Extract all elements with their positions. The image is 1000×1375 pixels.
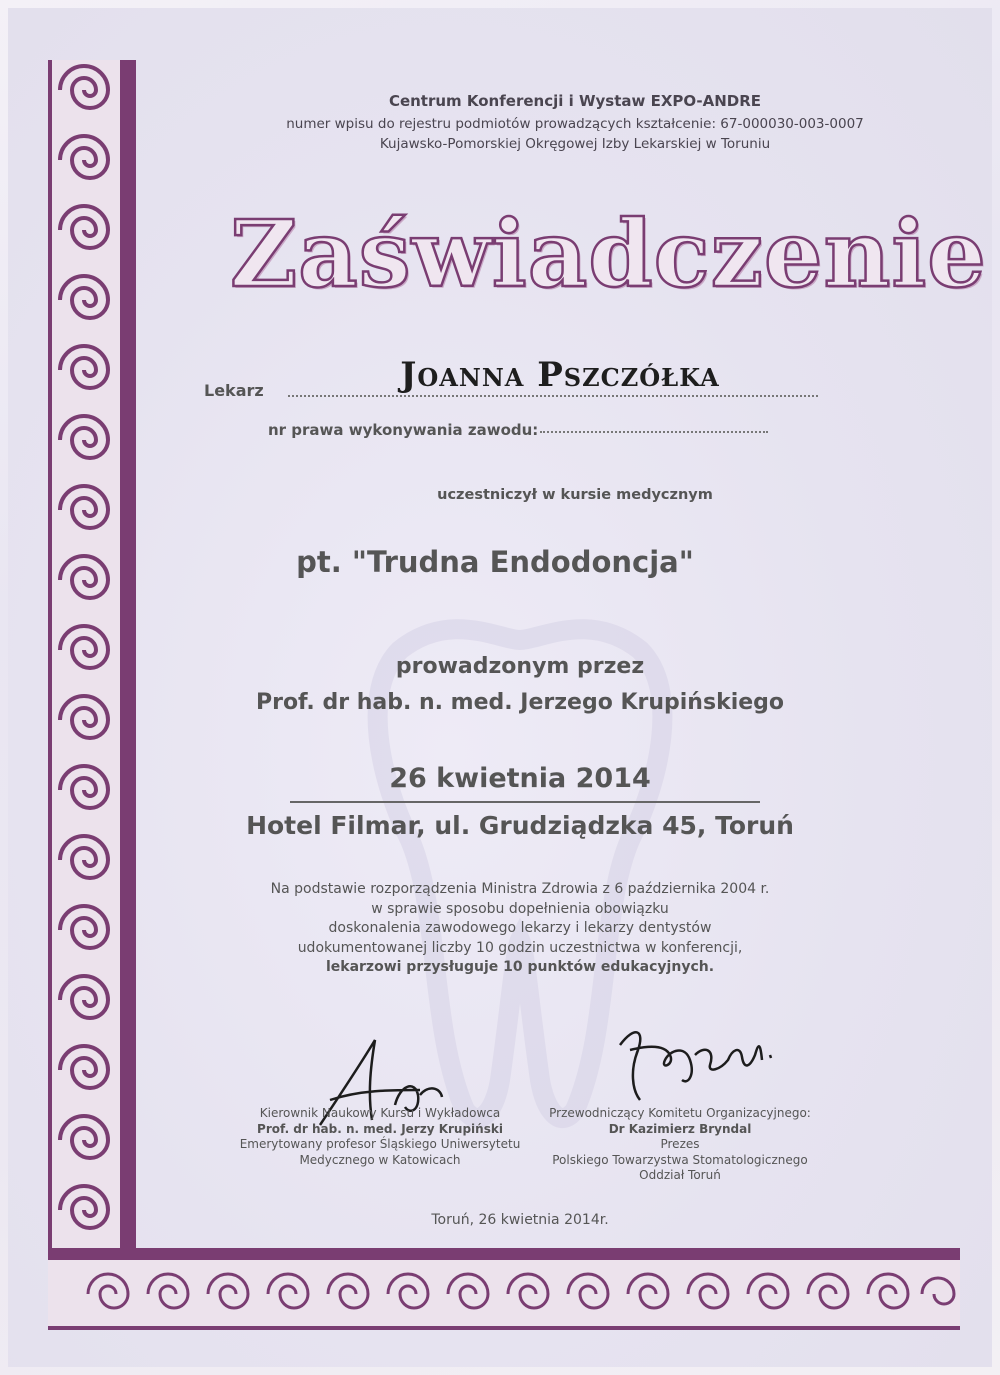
legal-line: doskonalenia zawodowego lekarzy i lekarzy dentystów xyxy=(328,920,712,936)
license-dotted-line xyxy=(540,431,768,433)
right-signatory-role: Przewodniczący Komitetu Organizacyjnego: xyxy=(549,1106,811,1120)
left-signatory-desc: Medycznego w Katowicach xyxy=(299,1152,461,1167)
right-signatory-desc: Polskiego Towarzystwa Stomatologicznego xyxy=(552,1152,808,1167)
course-name: pt. "Trudna Endodoncja" xyxy=(296,545,694,579)
right-signatory-name: Dr Kazimierz Bryndal xyxy=(608,1121,752,1136)
chamber-name: Kujawsko-Pomorskiej Okręgowej Izby Lekarskiej w Toruniu xyxy=(379,136,771,152)
left-ornamental-border xyxy=(48,60,136,1330)
right-signatory-desc: Oddział Toruń xyxy=(639,1168,721,1182)
registry-number: numer wpisu do rejestru podmiotów prowadzących kształcenie: 67-000030-003-0007 xyxy=(286,116,864,132)
organizer-name: Centrum Konferencji i Wystaw EXPO-ANDRE xyxy=(388,92,762,110)
name-dotted-line xyxy=(288,395,818,397)
legal-line: udokumentowanej liczby 10 godzin uczestnictwa w konferencji, xyxy=(297,939,743,956)
right-signature-block xyxy=(530,1106,830,1184)
legal-basis-paragraph xyxy=(200,880,840,978)
legal-line: w sprawie sposobu dopełnienia obowiązku xyxy=(371,900,669,917)
right-handwritten-signature xyxy=(610,1015,780,1105)
recipient-label: Lekarz xyxy=(204,381,264,400)
points-statement: lekarzowi przysługuje 10 punktów edukacyjnych. xyxy=(325,959,715,975)
left-signatory-desc: Emerytowany profesor Śląskiego Uniwersytetu xyxy=(239,1137,521,1151)
course-date: 26 kwietnia 2014 xyxy=(389,763,651,794)
led-by-label: prowadzonym przez xyxy=(395,654,645,679)
recipient-name: Joanna Pszczółka xyxy=(400,355,720,395)
place-and-date: Toruń, 26 kwietnia 2014r. xyxy=(431,1212,609,1228)
right-signatory-desc: Prezes xyxy=(660,1137,700,1151)
legal-line: Na podstawie rozporządzenia Ministra Zdrowia z 6 października 2004 r. xyxy=(270,881,770,897)
date-underline xyxy=(290,801,760,803)
left-signatory-role: Kierownik Naukowy Kursu i Wykładowca xyxy=(259,1106,501,1120)
license-number-label: nr prawa wykonywania zawodu: xyxy=(268,421,539,439)
course-venue: Hotel Filmar, ul. Grudziądzka 45, Toruń xyxy=(246,811,794,840)
left-signature-block xyxy=(210,1106,550,1168)
certificate-title: Zaświadczenie xyxy=(230,200,987,308)
participation-text: uczestniczył w kursie medycznym xyxy=(437,487,713,503)
bottom-ornamental-border xyxy=(48,1248,960,1330)
left-signatory-name: Prof. dr hab. n. med. Jerzy Krupiński xyxy=(257,1121,503,1136)
lecturer-name: Prof. dr hab. n. med. Jerzego Krupińskiego xyxy=(255,690,785,715)
